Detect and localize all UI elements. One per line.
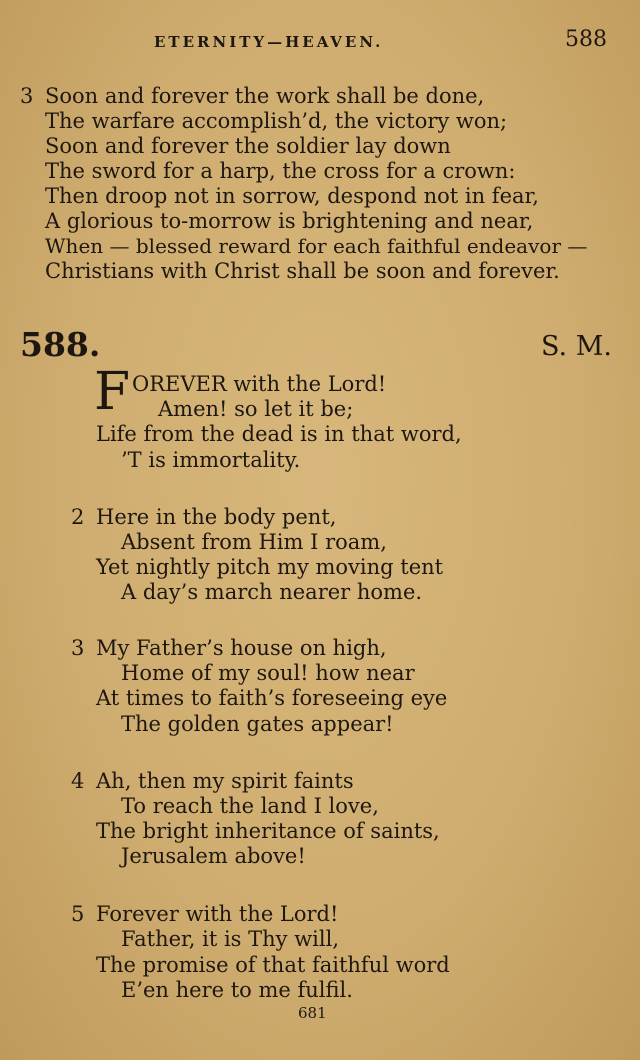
verse-number: 3 [20,84,34,108]
verse-line: To reach the land I love, [121,794,379,818]
verse-line: Absent from Him I roam, [121,530,387,554]
verse-line: The warfare accomplish’d, the victory won; [45,109,508,133]
page-number-footer: 681 [298,1004,327,1022]
verse-line: The promise of that faithful word [96,953,450,977]
verse-line: The golden gates appear! [121,712,394,736]
verse-line: E’en here to me fulfil. [121,978,353,1002]
verse-number: 5 [71,902,85,926]
verse-line: Christians with Christ shall be soon and forever. [45,259,560,283]
verse-line: The bright inheritance of saints, [96,819,440,843]
verse-line: Soon and forever the work shall be done, [45,84,485,108]
verse-line: When — blessed reward for each faithful endeavor — [45,234,588,258]
verse-line: Ah, then my spirit faints [96,769,354,793]
verse-number: 2 [71,505,85,529]
drop-cap: F [94,362,131,422]
verse-line: My Father’s house on high, [96,636,387,660]
verse-line: Life from the dead is in that word, [96,422,462,446]
verse-line: Yet nightly pitch my moving tent [96,555,444,579]
verse-line: The sword for a harp, the cross for a crown: [45,159,516,183]
verse-line: Amen! so let it be; [158,397,354,421]
verse-line: ’T is immortality. [121,448,301,472]
verse-line: Then droop not in sorrow, despond not in fear, [45,184,539,208]
hymn-number-header: 588 [565,27,607,52]
verse-line: Jerusalem above! [121,844,306,868]
verse-line: At times to faith’s foreseeing eye [96,686,448,710]
hymn-meter: S. M. [541,331,612,362]
verse-number: 4 [71,769,85,793]
verse-line: Forever with the Lord! [96,902,339,926]
hymn-number: 588. [20,325,101,364]
verse-line: A day’s march nearer home. [121,580,423,604]
verse-line: Soon and forever the soldier lay down [45,134,451,158]
verse-line: Here in the body pent, [96,505,337,529]
verse-line: Home of my soul! how near [121,661,415,685]
verse-line: Father, it is Thy will, [121,927,340,951]
verse-number: 3 [71,636,85,660]
verse-line: OREVER with the Lord! [132,372,387,396]
running-head: ETERNITY—HEAVEN. [154,33,384,51]
verse-line: A glorious to-morrow is brightening and near, [45,209,534,233]
